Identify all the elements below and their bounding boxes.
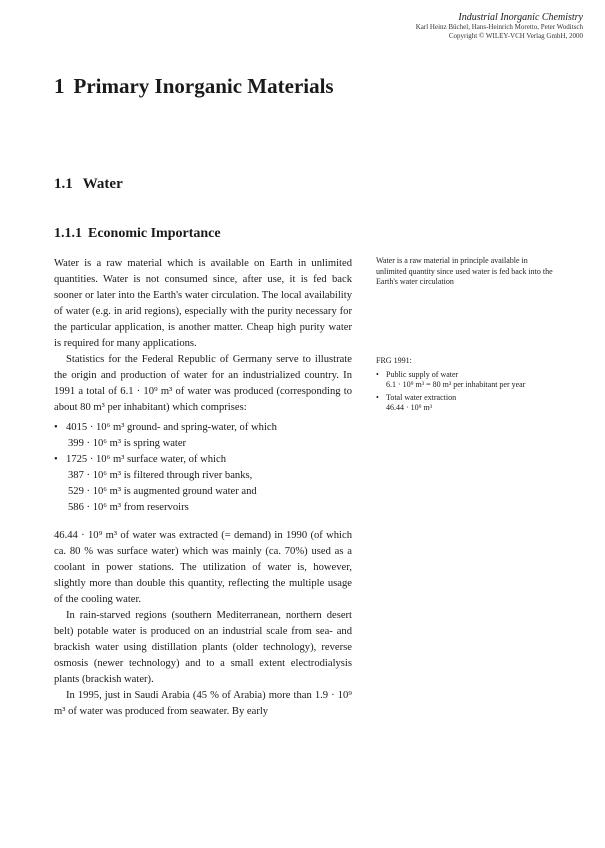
chapter-heading	[54, 74, 334, 99]
book-title: Industrial Inorganic Chemistry	[458, 12, 583, 23]
subsection-heading	[54, 226, 221, 242]
copyright-line: Copyright © WILEY-VCH Verlag GmbH, 2000	[448, 32, 583, 40]
margin-item-value: 46.44 · 10⁹ m³	[386, 403, 433, 412]
section-title: Water	[82, 176, 123, 192]
body-text	[54, 256, 352, 720]
sub-list-item: 387 · 10⁶ m³ is filtered through river banks,	[68, 470, 253, 481]
margin-statistics	[376, 356, 556, 416]
book-authors: Karl Heinz Büchel, Hans-Heinrich Moretto, Peter Woditsch	[415, 23, 583, 31]
sub-list-item: 529 · 10⁶ m³ is augmented ground water and	[68, 486, 257, 497]
sub-list-item: 586 · 10⁶ m³ from reservoirs	[68, 502, 189, 513]
list-item-text: 1725 · 10⁶ m³ surface water, of which	[66, 454, 227, 465]
sub-list-item: 399 · 10⁶ m³ is spring water	[68, 438, 187, 449]
section-number: 1.1	[54, 176, 73, 192]
margin-heading: FRG 1991:	[376, 356, 412, 365]
margin-note: Water is a raw material in principle available in unlimited quantity since used water is fed back into the Earth's water circulation	[376, 256, 553, 286]
running-header	[416, 12, 583, 41]
paragraph: Water is a raw material which is available on Earth in unlimited quantities. Water is not consumed since, after use, it is fed back sooner or later into the Earth's water circulation. The local availability of water (e.g. in arid regions), especially with the purity necessary for the particular application, is another matter. Cheap high purity water is required for many applications.	[54, 258, 352, 349]
paragraph: In 1995, just in Saudi Arabia (45 % of Arabia) more than 1.9 · 10⁹ m³ of water was produced from seawater. By early	[54, 690, 352, 717]
paragraph: In rain-starved regions (southern Mediterranean, northern desert belt) potable water is produced on an industrial scale from sea- and brackish water using distillation plants (older technology), reverse osmosis (newer technology) and to a small extent electrodialysis plants (brackish water).	[54, 610, 352, 685]
margin-list-item	[376, 393, 556, 414]
subsection-title: Economic Importance	[88, 226, 221, 241]
margin-list-item	[376, 370, 556, 391]
section-heading	[54, 176, 123, 193]
margin-item-label: Total water extraction	[386, 392, 457, 402]
subsection-number: 1.1.1	[54, 226, 82, 241]
margin-item-value: 6.1 · 10⁹ m³ = 80 m³ per inhabitant per year	[386, 380, 526, 389]
paragraph: Statistics for the Federal Republic of Germany serve to illustrate the origin and production of water for an industrialized country. In 1991 a total of 6.1 · 10⁹ m³ of water was produced (corresponding to about 80 m³ per inhabitant) which comprises:	[54, 354, 352, 413]
paragraph: 46.44 · 10⁹ m³ of water was extracted (= demand) in 1990 (of which ca. 80 % was surface water) which was mainly (ca. 70%) used as a coolant in power stations. The utilization of water is, however, slightly more than double this quantity, reflecting the multiple usage of the cooling water.	[54, 530, 352, 605]
margin-list	[376, 370, 556, 414]
chapter-number: 1	[54, 74, 65, 98]
water-sources-list	[54, 420, 352, 516]
chapter-title: Primary Inorganic Materials	[73, 74, 334, 98]
list-item	[54, 420, 352, 452]
list-item	[54, 452, 352, 516]
margin-item-label: Public supply of water	[386, 369, 459, 379]
list-item-text: 4015 · 10⁶ m³ ground- and spring-water, of which	[66, 422, 277, 433]
